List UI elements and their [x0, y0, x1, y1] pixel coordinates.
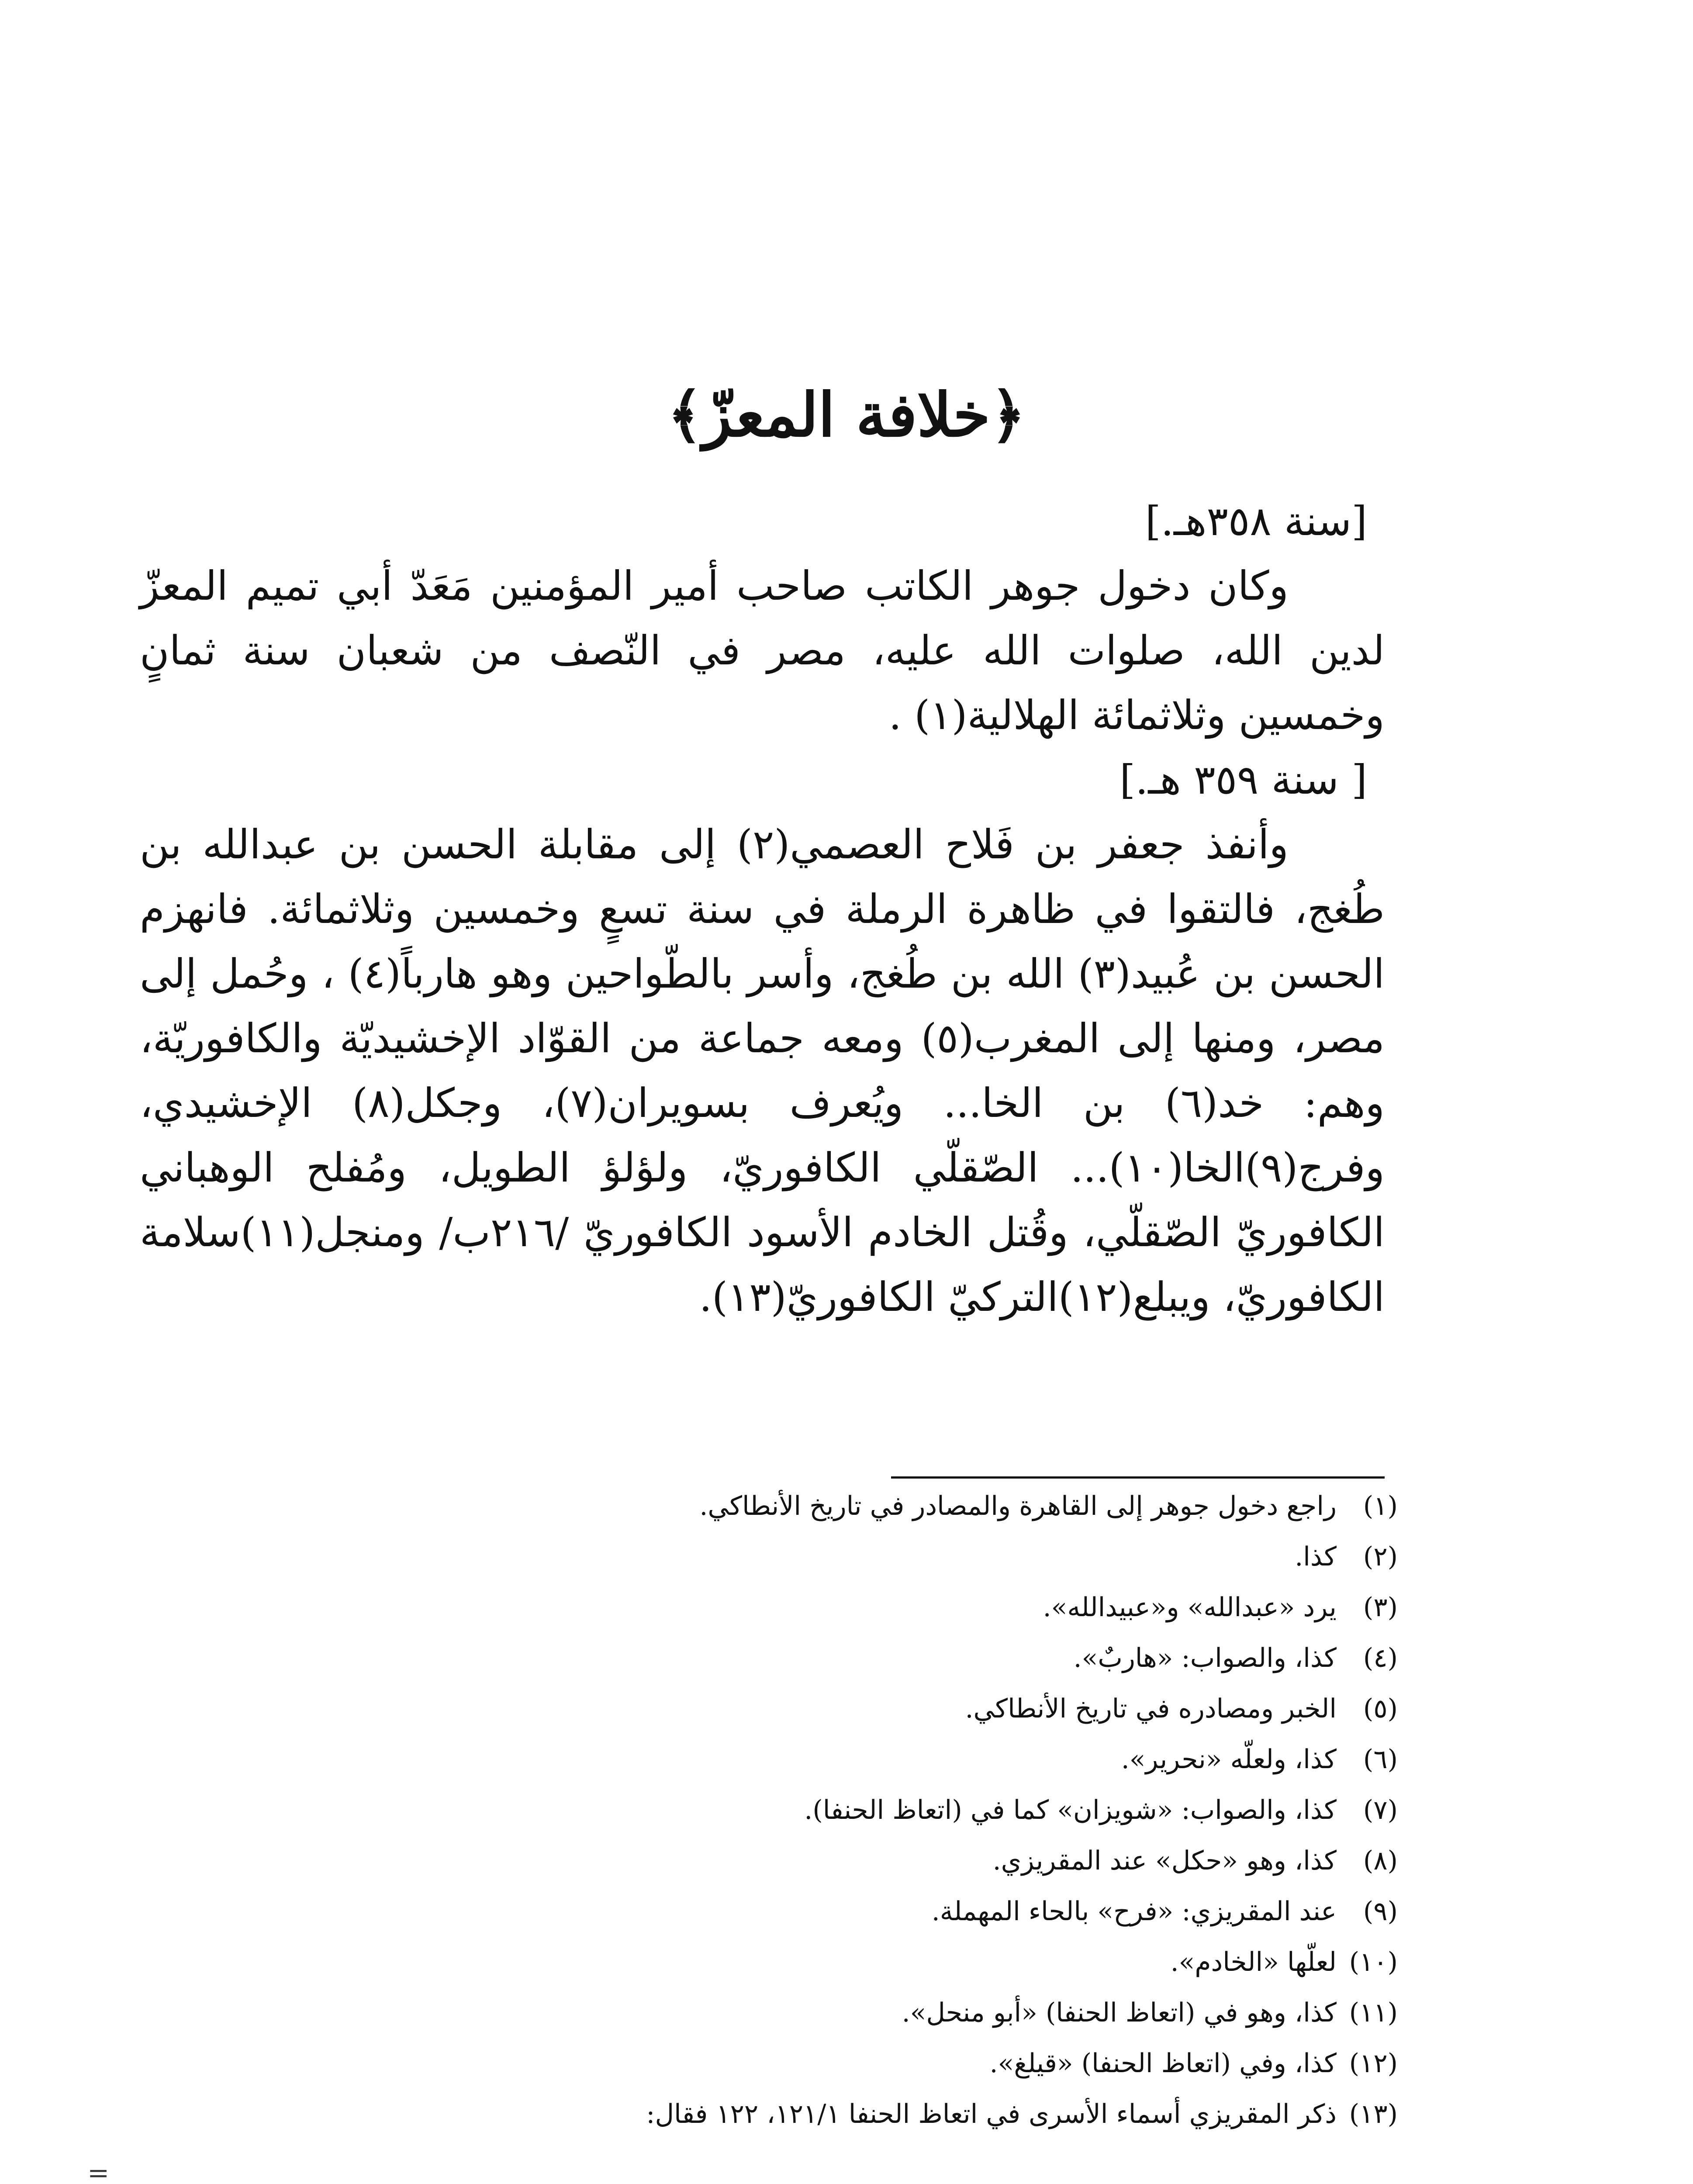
footnote-item: (١)راجع دخول جوهر إلى القاهرة والمصادر في تاريخ الأنطاكي. — [699, 1491, 1398, 1521]
footnote-divider — [891, 1476, 1385, 1479]
footnote-item: (٤)كذا، والصواب: «هاربٌ». — [1073, 1643, 1398, 1673]
footnote-item: (١٢)كذا، وفي (اتعاظ الحنفا) «قيلغ». — [989, 2048, 1398, 2079]
paragraph-1: وكان دخول جوهر الكاتب صاحب أمير المؤمنين مَعَدّ أبي تميم المعزّ لدين الله، صلوات الله عليه، مصر في النّصف من شعبان سنة ثمانٍ وخمسين وثلاثمائة الهلالية(١) . — [140, 563, 1385, 739]
margin-mark: = — [87, 2158, 110, 2184]
footnote-item: (١٠)لعلّها «الخادم». — [1170, 1947, 1398, 1977]
footnote-item: (٣)يرد «عبدالله» و«عبيدالله». — [1043, 1592, 1398, 1623]
footnote-item: (٨)كذا، وهو «حكل» عند المقريزي. — [992, 1845, 1398, 1876]
footnote-item: (٢)كذا. — [1295, 1541, 1398, 1572]
footnote-item: (٦)كذا، ولعلّه «نحرير». — [1121, 1744, 1398, 1775]
year-heading-359: [ سنة ٣٥٩ هـ.] — [1119, 757, 1367, 803]
year-heading-358: [سنة ٣٥٨هـ.] — [1145, 498, 1367, 545]
footnote-item: (٥)الخبر ومصادره في تاريخ الأنطاكي. — [965, 1693, 1398, 1724]
chapter-title: ﴿خلافة المعزّ﴾ — [667, 379, 1026, 450]
footnote-item: (٧)كذا، والصواب: «شويزان» كما في (اتعاظ الحنفا). — [804, 1795, 1398, 1825]
paragraph-2: وأنفذ جعفر بن فَلاح العصمي(٢) إلى مقابلة الحسن بن عبدالله بن طُغج، فالتقوا في ظاهرة الرملة في سنة تسعٍ وخمسين وثلاثمائة. فانهزم الحسن بن عُبيد(٣) الله بن طُغج، وأسر بالطّواحين وهو هارباً(٤) ، وحُمل إلى مصر، ومنها إلى المغرب(٥) ومعه جماعة من القوّاد الإخشيديّة والكافوريّة، وهم: خد(٦) بن الخا... ويُعرف بسويران(٧)، وجكل(٨) الإخشيدي، وفرج(٩)الخا(١٠)... الصّقلّي الكافوريّ، ولؤلؤ الطويل، ومُفلح الوهباني الكافوريّ الصّقلّي، وقُتل الخادم الأسود الكافوريّ /٢١٦ب/ ومنجل(١١)سلامة الكافوريّ، ويبلع(١٢)التركيّ الكافوريّ(١٣). — [140, 821, 1385, 1320]
footnotes-list — [245, 1481, 1398, 2139]
footnote-item: (١٣)ذكر المقريزي أسماء الأسرى في اتعاظ الحنفا ١٢١/١، ١٢٢ فقال: — [646, 2099, 1398, 2129]
footnote-item: (١١)كذا، وهو في (اتعاظ الحنفا) «أبو منحل». — [902, 1997, 1398, 2028]
main-text — [140, 489, 1385, 1330]
footnote-item: (٩)عند المقريزي: «فرح» بالحاء المهملة. — [931, 1896, 1398, 1927]
